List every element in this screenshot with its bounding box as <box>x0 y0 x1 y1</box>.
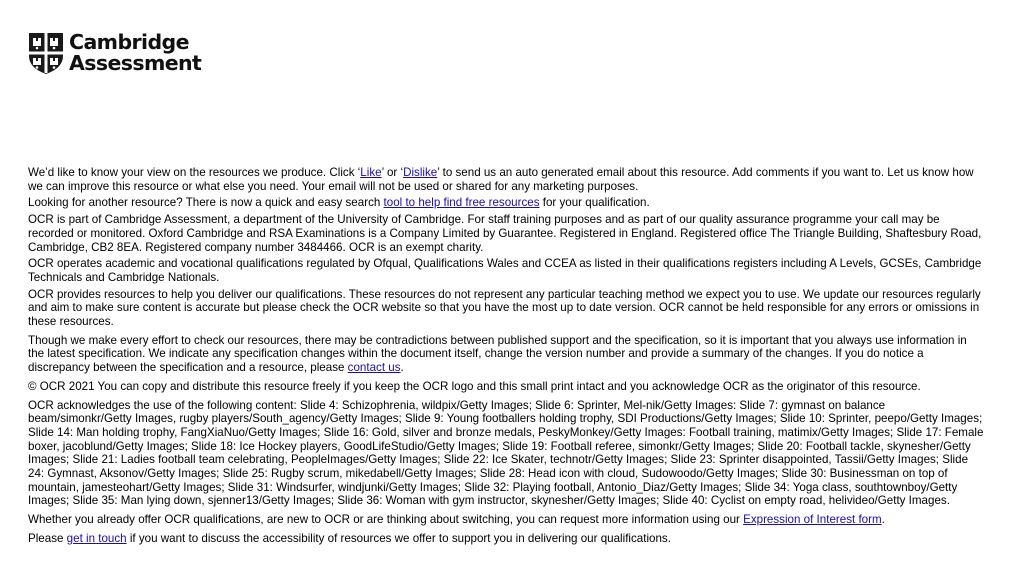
interest-paragraph <box>28 513 984 527</box>
cambridge-assessment-logo <box>28 31 201 75</box>
like-link[interactable]: Like <box>360 166 382 179</box>
ocr-provides-paragraph: OCR provides resources to help you deliver our qualifications. These resources do not represent any particular teaching method we expect you to use. We update our resources regularly and aim to make sure content is accurate but please check the OCR website so that you have the most up to date version. OCR cannot be held responsible for any errors or omissions in these resources. <box>28 287 981 329</box>
interest-text-2: . <box>881 513 885 527</box>
feedback-text-2: or <box>383 166 401 179</box>
logo-wordmark <box>69 32 201 74</box>
accessibility-paragraph <box>28 532 984 546</box>
acknowledgements-paragraph: OCR acknowledges the use of the following content: Slide 4: Schizophrenia, wildpix/Getty Images; Slide 6: Sprinter, Mel-nik/Getty Images: Slide 7: gymnast on balance beam/simonkr/Getty Images, rugby players/South_agency/Getty Images; Slide 9: Young footballers holding trophy, SDI Productions/Getty Images; Slide 10: Sprinter, peepo/Getty Images; Slide 14: Man holding trophy, FangXiaNuo/Getty Images; Slide 16: Gold, silver and bronze medals, PeskyMonkey/Getty Images: Football training, matimix/Getty Images; Slide 17: Female boxer, jacoblund/Getty Images; Slide 18: Ice Hockey players, GoodLifeStudio/Getty Images; Slide 19: Football referee, simonkr/Getty Images; Slide 20: Football tackle, skynesher/Getty Images; Slide 21: Ladies football team celebrating, PeopleImages/Getty Images; Slide 22: Ice Skater, technotr/Getty Images; Slide 23: Sprinter disappointed, Tassii/Getty Images; Slide 24: Gymnast, Aksonov/Getty Images; Slide 25: Rugby scrum, mikedabell/Getty Images; Slide 28: Head icon with cloud, Sudowoodo/Getty Images; Slide 30: Businessman on top of mountain, jamesteohart/Getty Images; Slide 31: Windsurfer, windjunki/Getty Images; Slide 32: Playing football, Antonio_Diaz/Getty Images; Slide 34: Yoga class, southtownboy/Getty Images; Slide 35: Man lying down, sjenner13/Getty Images; Slide 36: Woman with gym instructor, skynesher/Getty Images; Slide 40: Cyclist on empty road, helivideo/Getty Images. <box>28 398 984 508</box>
contact-us-link[interactable]: contact us <box>347 361 401 375</box>
ocr-operates-paragraph: OCR operates academic and vocational qualifications regulated by Ofqual, Qualifications Wales and CCEA as listed in their qualifications registers including A Levels, GCSEs, Cambridge Technicals and Cambridge Nationals. <box>28 257 982 284</box>
quote-close: ’ <box>381 166 384 179</box>
specification-paragraph <box>28 334 984 375</box>
quote-open: ‘ <box>400 166 404 179</box>
feedback-text-3: to send us an auto generated email about this resource. Add comments if you want to. Let us know how we can improve this resource or what else you need. Your email will not be used or shared for any marketing purposes. <box>28 166 974 193</box>
shield-crest-icon <box>28 32 64 75</box>
accessibility-text-2: if you want to discuss the accessibility of resources we offer to support you in delivering our qualifications. <box>126 531 671 545</box>
small-print <box>28 166 984 549</box>
accessibility-text-1: Please <box>28 531 67 545</box>
search-text-2: for your qualification. <box>539 196 650 210</box>
search-paragraph <box>28 196 984 210</box>
feedback-paragraph <box>28 166 984 193</box>
logo-line-1: Cambridge <box>69 30 189 54</box>
get-in-touch-link[interactable]: get in touch <box>66 531 127 545</box>
copyright-paragraph: © OCR 2021 You can copy and distribute this resource freely if you keep the OCR logo and this small print intact and you acknowledge OCR as the originator of this resource. <box>28 379 921 393</box>
quote-close: ’ <box>437 166 440 179</box>
ocr-part-paragraph: OCR is part of Cambridge Assessment, a department of the University of Cambridge. For staff training purposes and as part of our quality assurance programme your call may be recorded or monitored. Oxford Cambridge and RSA Examinations is a Company Limited by Guarantee. Registered in England. Registered office The Triangle Building, Shaftesbury Road, Cambridge, CB2 8EA. Registered company number 3484466. OCR is an exempt charity. <box>28 213 982 254</box>
dislike-link[interactable]: Dislike <box>403 166 438 179</box>
spec-text-1: Though we make every effort to check our resources, there may be contradictions between published support and the specification, so it is important that you always use information in the latest specification. We indicate any specification changes within the document itself, change the version number and provide a summary of the changes. If you do notice a discrepancy between the specification and a resource, please <box>28 333 967 375</box>
quote-open: ‘ <box>357 166 361 179</box>
interest-text-1: Whether you already offer OCR qualifications, are new to OCR or are thinking about switching, you can request more information using our <box>28 513 744 527</box>
search-text-1: Looking for another resource? There is now a quick and easy search <box>28 196 384 210</box>
find-resources-link[interactable]: tool to help find free resources <box>383 196 540 210</box>
logo-line-2: Assessment <box>69 51 202 75</box>
expression-of-interest-link[interactable]: Expression of Interest form <box>743 513 882 527</box>
feedback-text-1: We’d like to know your view on the resources we produce. Click <box>28 166 358 179</box>
spec-text-2: . <box>400 361 404 375</box>
